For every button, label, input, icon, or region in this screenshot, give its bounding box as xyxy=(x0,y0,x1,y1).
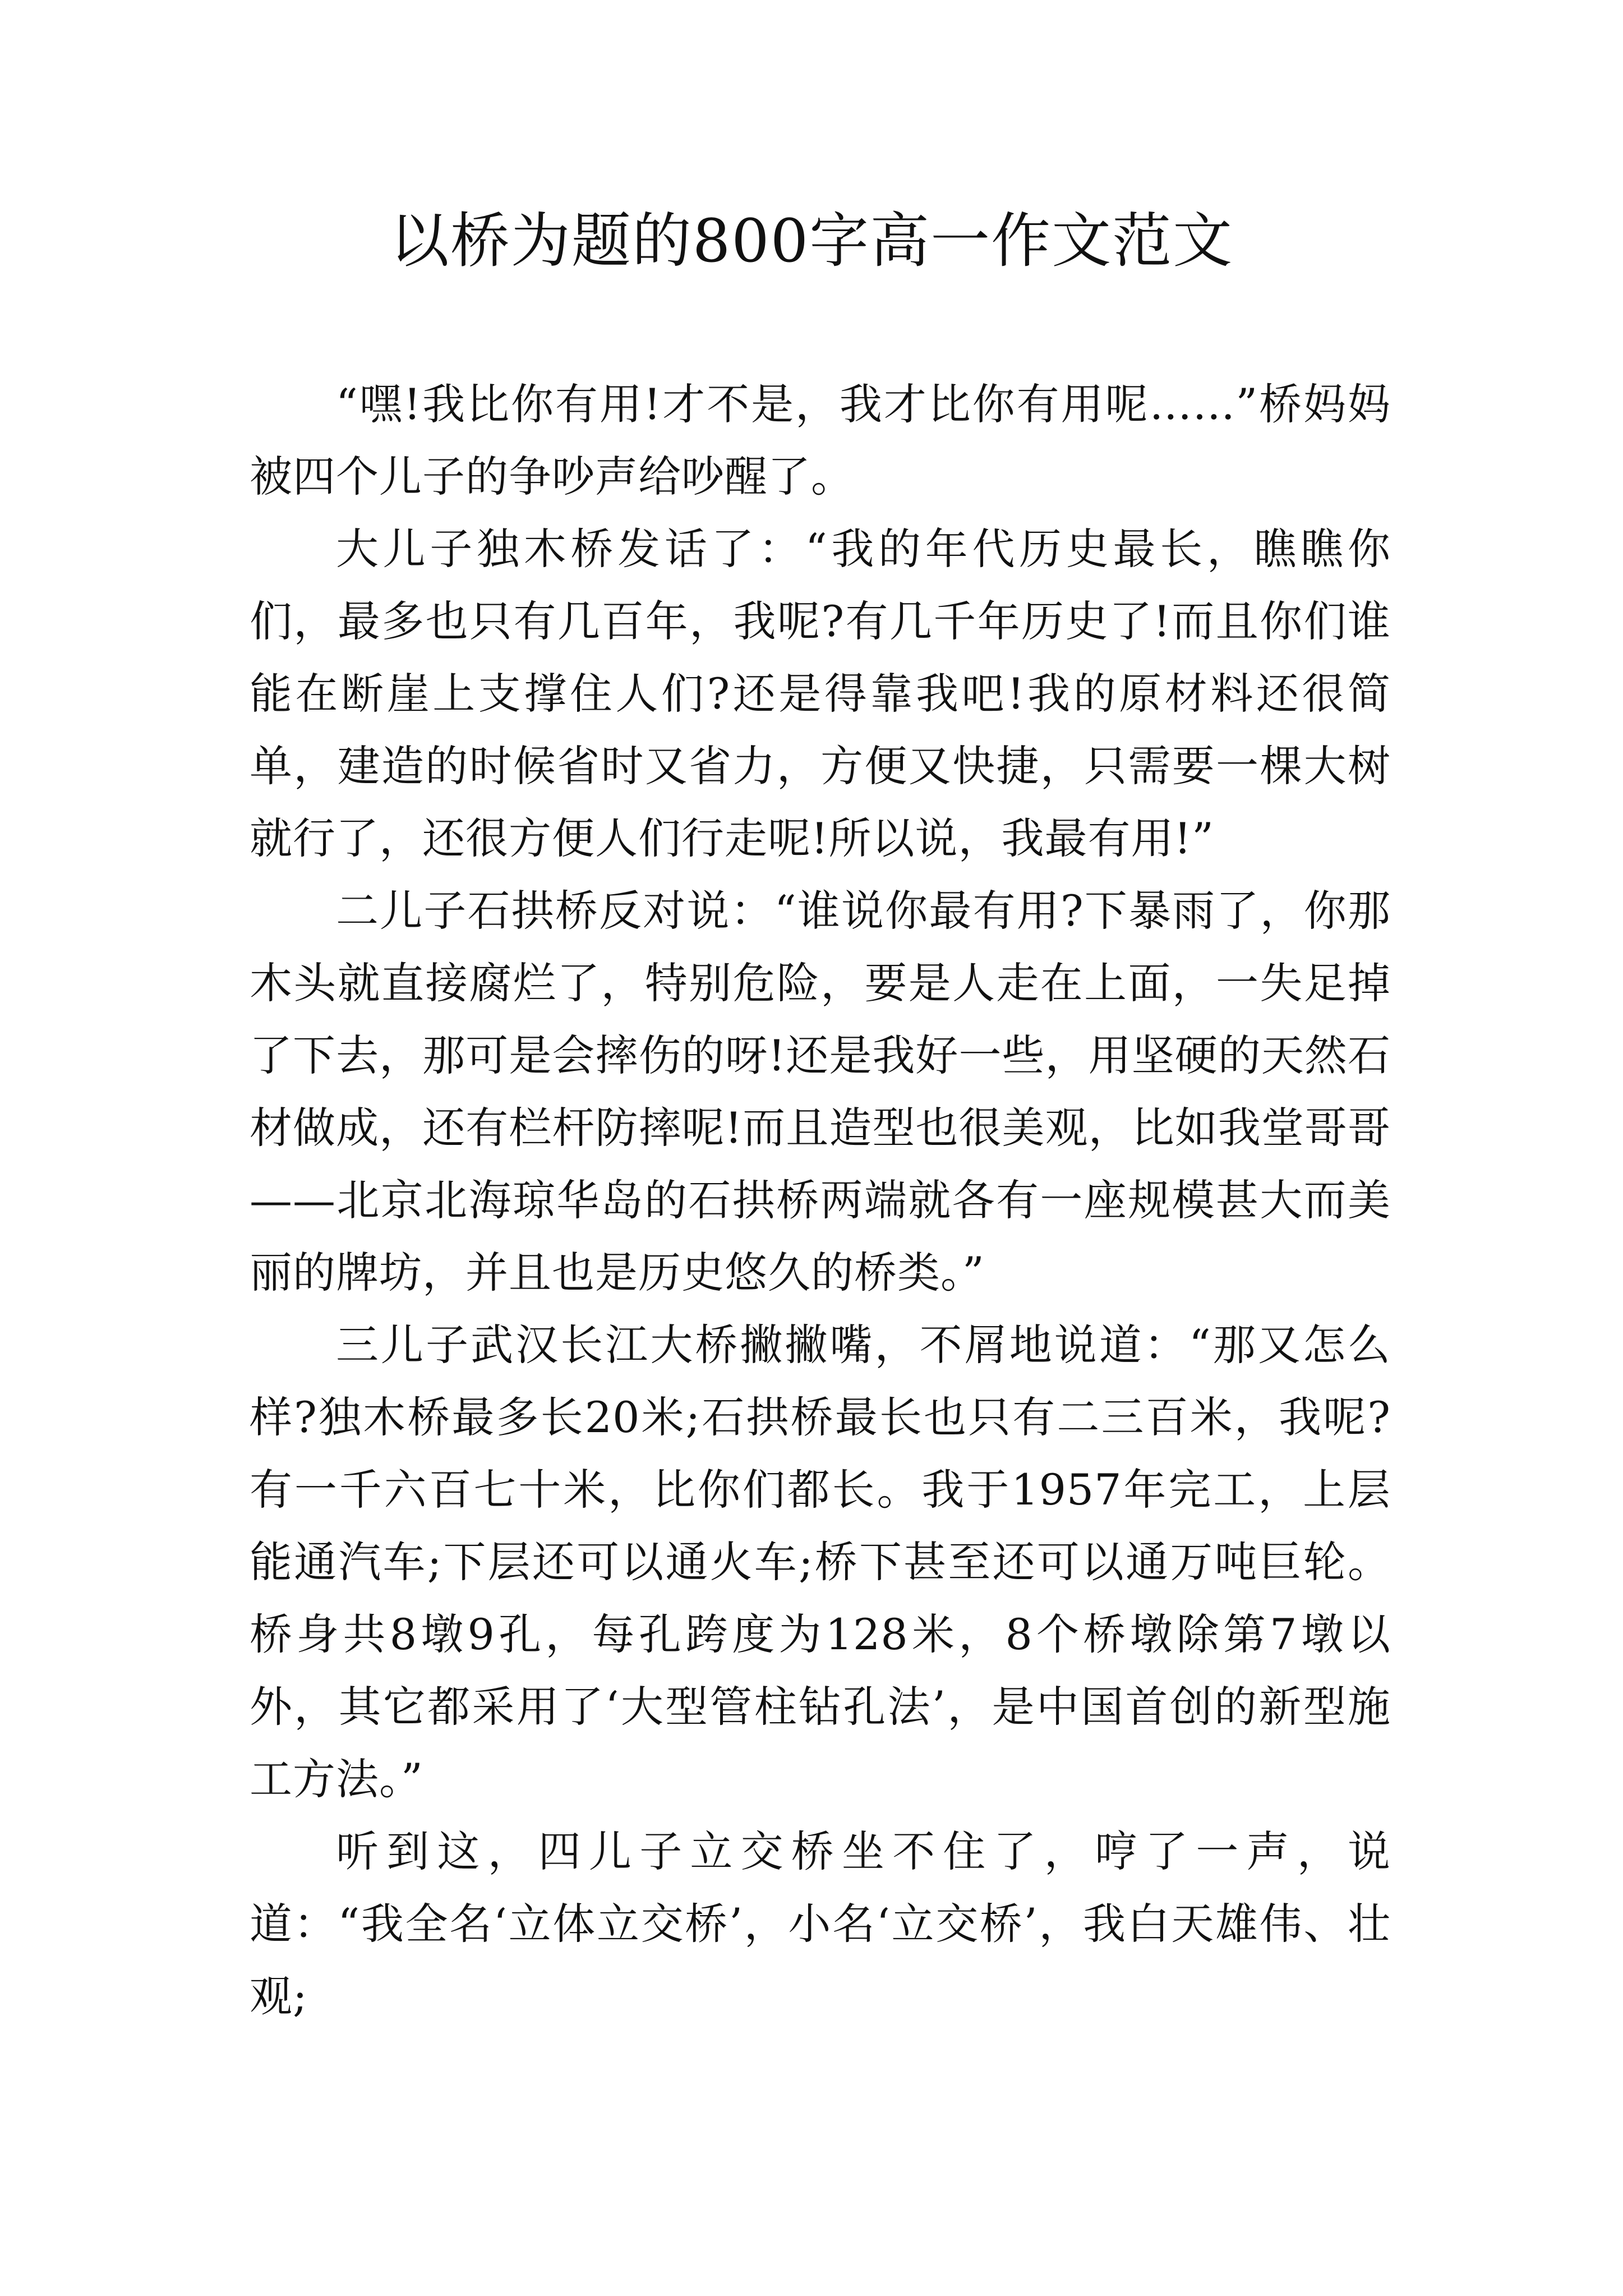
paragraph-3: 二儿子石拱桥反对说：“谁说你最有用?下暴雨了，你那木头就直接腐烂了，特别危险，要是人走在上面，一失足掉了下去，那可是会摔伤的呀!还是我好一些，用坚硬的天然石材做成，还有栏杆防摔呢!而且造型也很美观，比如我堂哥哥——北京北海琼华岛的石拱桥两端就各有一座规模甚大而美丽的牌坊，并且也是历史悠久的桥类。” xyxy=(250,886,1391,1297)
paragraph-1: “嘿!我比你有用!才不是，我才比你有用呢……”桥妈妈被四个儿子的争吵声给吵醒了。 xyxy=(250,379,1391,501)
paragraph-2: 大儿子独木桥发话了：“我的年代历史最长，瞧瞧你们，最多也只有几百年，我呢?有几千年历史了!而且你们谁能在断崖上支撑住人们?还是得靠我吧!我的原材料还很简单，建造的时候省时又省力，方便又快捷，只需要一棵大树就行了，还很方便人们行走呢!所以说，我最有用!” xyxy=(250,524,1391,863)
paragraph-5: 听到这，四儿子立交桥坐不住了，哼了一声，说道：“我全名‘立体立交桥’，小名‘立交桥’，我白天雄伟、壮观; xyxy=(250,1826,1391,2021)
document-body xyxy=(250,368,1391,2032)
paragraph-4: 三儿子武汉长江大桥撇撇嘴，不屑地说道：“那又怎么样?独木桥最多长20米;石拱桥最长也只有二三百米，我呢?有一千六百七十米，比你们都长。我于1957年完工，上层能通汽车;下层还可以通火车;桥下甚至还可以通万吨巨轮。桥身共8墩9孔，每孔跨度为128米，8个桥墩除第7墩以外，其它都采用了‘大型管柱钻孔法’，是中国首创的新型施工方法。” xyxy=(250,1320,1391,1804)
document-title: 以桥为题的800字高一作文范文 xyxy=(389,206,1234,275)
